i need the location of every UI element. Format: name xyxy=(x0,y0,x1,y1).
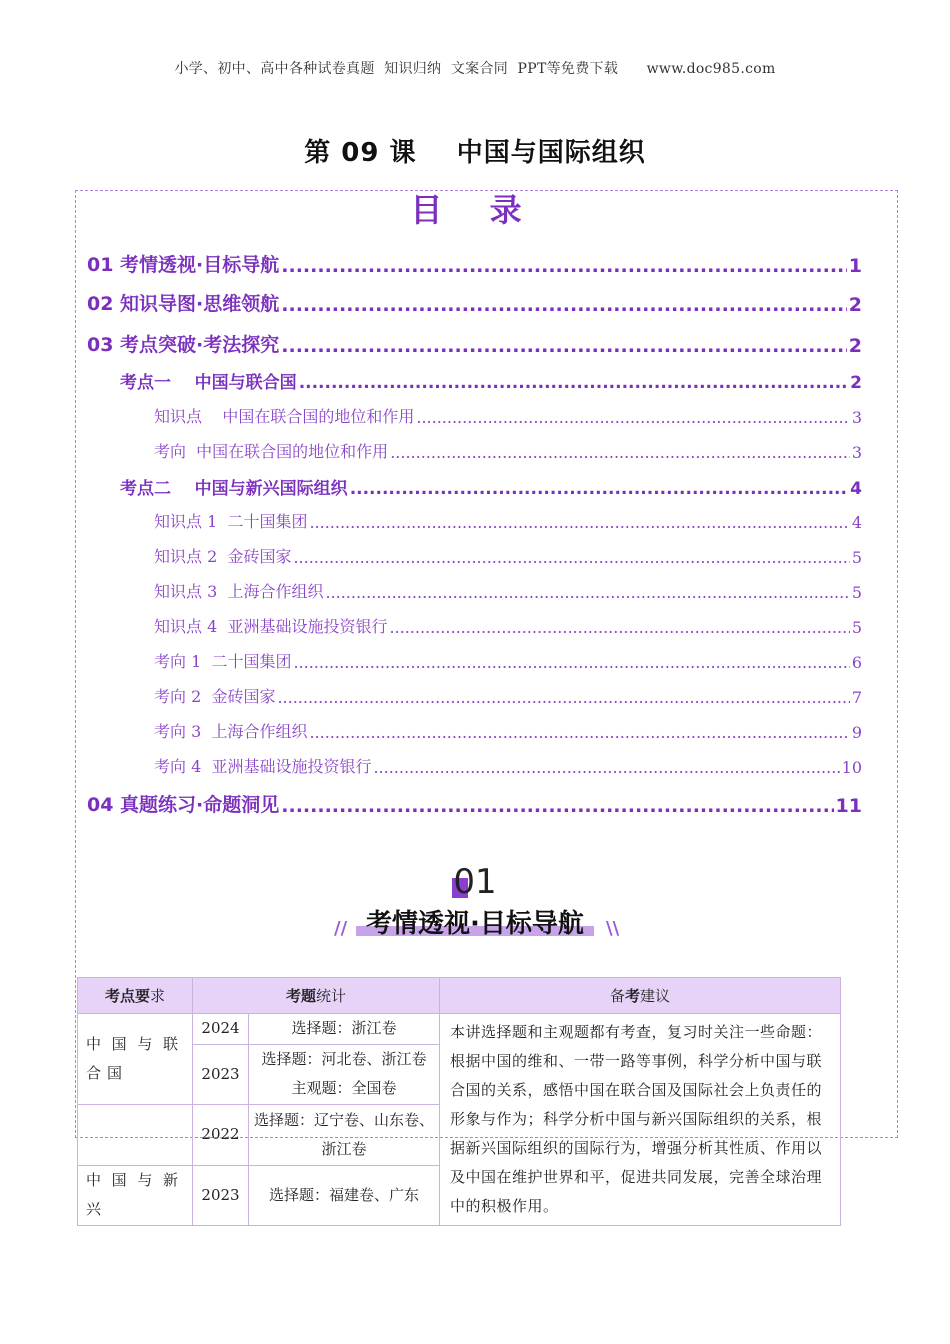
year-cell: 2023 xyxy=(193,1044,249,1104)
header-requirement: 考点要求 xyxy=(78,978,193,1014)
toc-leader xyxy=(325,583,849,602)
toc-item[interactable] xyxy=(154,579,862,602)
toc-page-number: 4 xyxy=(851,513,862,532)
stat-line: 选择题：河北卷、浙江卷 xyxy=(261,1050,427,1069)
toc-page-number: 9 xyxy=(851,723,862,742)
toc-page-number: 2 xyxy=(848,294,862,316)
toc-leader xyxy=(350,479,848,499)
toc-page-number: 4 xyxy=(850,479,862,499)
category-cell-empty xyxy=(78,1105,193,1165)
toc-leader xyxy=(277,688,849,707)
toc-item-label: 考向 3 上海合作组织 xyxy=(154,722,308,741)
toc-item-label: 04 真题练习·命题洞见 xyxy=(87,794,280,816)
stat-cell: 选择题：浙江卷 xyxy=(249,1014,440,1045)
toc-item[interactable] xyxy=(154,509,862,532)
toc-item-label: 考向 中国在联合国的地位和作用 xyxy=(154,442,389,461)
toc-leader xyxy=(281,294,846,316)
toc-item-label: 考点一 中国与联合国 xyxy=(120,373,297,393)
category-cell: 中国与联合国 xyxy=(78,1014,193,1105)
toc-item-label: 知识点 1 二十国集团 xyxy=(154,512,308,531)
toc-leader xyxy=(293,653,849,672)
toc-item[interactable] xyxy=(154,719,862,742)
stat-cell xyxy=(249,1044,440,1104)
toc-item-label: 知识点 中国在联合国的地位和作用 xyxy=(154,407,415,426)
stat-line: 主观题：全国卷 xyxy=(291,1079,397,1098)
table-header-row xyxy=(78,978,841,1014)
toc-item-label: 01 考情透视·目标导航 xyxy=(87,254,280,276)
toc-page-number: 11 xyxy=(835,795,862,817)
toc-item-label: 03 考点突破·考法探究 xyxy=(87,334,280,356)
year-cell: 2022 xyxy=(193,1105,249,1165)
toc-item[interactable] xyxy=(154,439,862,462)
toc-item[interactable] xyxy=(87,289,862,316)
left-slash-decoration: // xyxy=(334,918,348,939)
toc-item[interactable] xyxy=(154,684,862,707)
toc-item[interactable] xyxy=(154,614,862,637)
header-advice: 备考建议 xyxy=(440,978,841,1014)
toc-leader xyxy=(293,548,849,567)
year-cell: 2023 xyxy=(193,1165,249,1225)
right-slash-decoration: \\ xyxy=(606,918,620,939)
toc-leader xyxy=(373,758,839,777)
toc-page-number: 6 xyxy=(851,653,862,672)
toc-leader xyxy=(309,723,849,742)
toc-item-label: 知识点 3 上海合作组织 xyxy=(154,582,324,601)
toc-item-label: 考点二 中国与新兴国际组织 xyxy=(120,479,348,499)
toc-leader xyxy=(281,255,846,277)
toc-page-number: 7 xyxy=(851,688,862,707)
toc-leader xyxy=(309,513,849,532)
toc-item-label: 知识点 2 金砖国家 xyxy=(154,547,292,566)
toc-item-label: 02 知识导图·思维领航 xyxy=(87,293,280,315)
toc-item-label: 考向 2 金砖国家 xyxy=(154,687,276,706)
toc-leader xyxy=(281,335,846,357)
advice-cell: 本讲选择题和主观题都有考查，复习时关注一些命题：根据中国的维和、一带一路等事例，科学分析中国与联合国的关系，感悟中国在联合国及国际社会上负责任的形象与作为；科学分析中国与新兴国际组织的关系，根据新兴国际组织的国际行为，增强分析其性质、作用以及中国在维护世界和平，促进共同发展，完善全球治理中的积极作用。 xyxy=(440,1014,841,1226)
toc-item[interactable] xyxy=(154,649,862,672)
toc-page-number: 5 xyxy=(851,548,862,567)
stat-cell: 选择题：辽宁卷、山东卷、浙江卷 xyxy=(249,1105,440,1165)
toc-leader xyxy=(416,408,849,427)
toc-item-label: 考向 4 亚洲基础设施投资银行 xyxy=(154,757,372,776)
page-header: 小学、初中、高中各种试卷真题 知识归纳 文案合同 PPT等免费下载 www.doc985.com xyxy=(174,61,776,77)
toc-page-number: 3 xyxy=(851,443,862,462)
toc-leader xyxy=(299,373,848,393)
section-number: 01 xyxy=(453,862,497,902)
toc-item[interactable] xyxy=(154,544,862,567)
toc-item[interactable] xyxy=(120,474,862,499)
toc-item-label: 知识点 4 亚洲基础设施投资银行 xyxy=(154,617,388,636)
toc-page-number: 2 xyxy=(850,373,862,393)
toc-page-number: 3 xyxy=(851,408,862,427)
exam-analysis-table xyxy=(77,977,841,1226)
year-cell: 2024 xyxy=(193,1014,249,1045)
toc-page-number: 5 xyxy=(851,583,862,602)
toc-page-number: 10 xyxy=(841,758,862,777)
toc-item[interactable] xyxy=(154,754,862,777)
toc-item[interactable] xyxy=(120,368,862,393)
toc-item[interactable] xyxy=(87,790,862,817)
header-statistics: 考题统计 xyxy=(193,978,440,1014)
table-row xyxy=(78,1014,841,1045)
section-title: 考情透视·目标导航 xyxy=(366,909,584,939)
toc-heading: 目 录 xyxy=(410,191,540,229)
toc-item[interactable] xyxy=(154,404,862,427)
toc-leader xyxy=(390,443,850,462)
toc-item[interactable] xyxy=(87,250,862,277)
category-cell: 中国与新兴 xyxy=(78,1165,193,1225)
toc-page-number: 2 xyxy=(848,335,862,357)
toc-leader xyxy=(389,618,849,637)
toc-item-label: 考向 1 二十国集团 xyxy=(154,652,292,671)
toc-page-number: 5 xyxy=(851,618,862,637)
toc-item[interactable] xyxy=(87,330,862,357)
stat-cell: 选择题：福建卷、广东 xyxy=(249,1165,440,1225)
toc-leader xyxy=(281,795,833,817)
toc-page-number: 1 xyxy=(848,255,862,277)
lesson-title: 第 09 课 中国与国际组织 xyxy=(304,138,646,168)
